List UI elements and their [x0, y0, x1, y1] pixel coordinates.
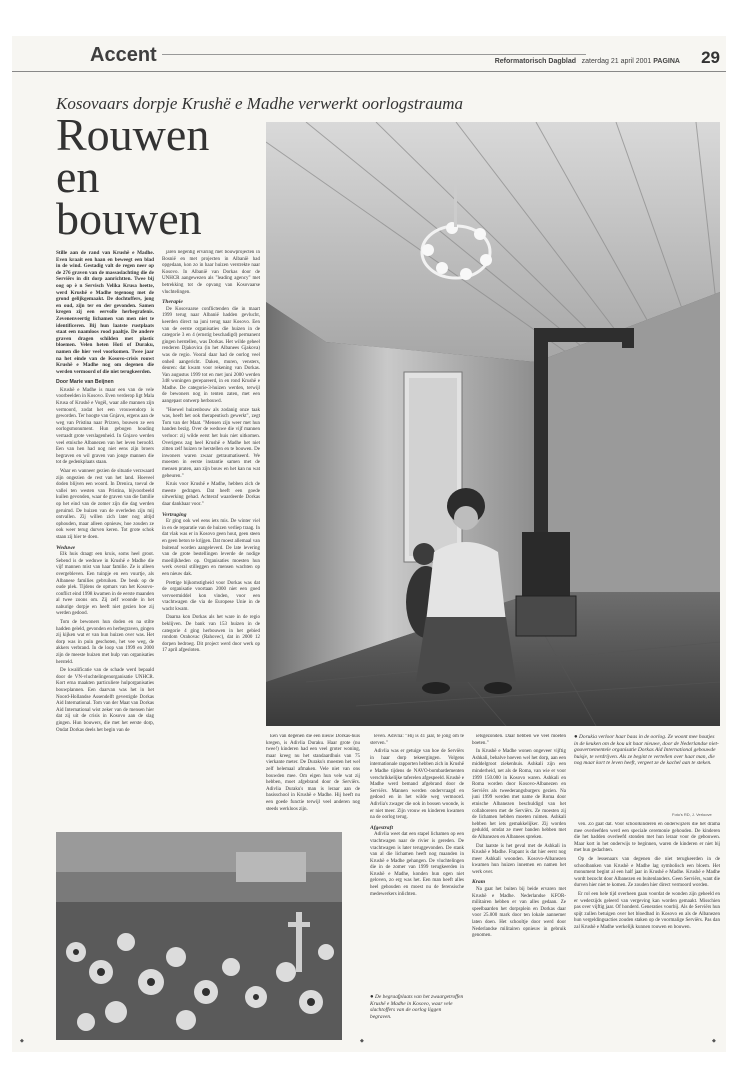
subheading-kram: Kram	[472, 879, 486, 886]
newspaper-name: Reformatorisch Dagblad	[494, 58, 576, 65]
article-kicker: Kosovaars dorpje Krushë e Madhe verwerkt oorlogstrauma	[56, 94, 464, 113]
article-column-2	[162, 250, 260, 820]
headline-line-3: bouwen	[56, 193, 202, 244]
header-rule	[162, 54, 586, 55]
paragraph: Prettige bijkomstigheid voor Dorkas was dat de organisatie voortaan 2000 niet een goed vervoermiddel kon vinden, voor een vrachtwagen die via de Europese Unie in de wacht kwam.	[162, 580, 260, 612]
paragraph: Na gaat het buiten bij beide ervaren met Krushë e Madhe. Nederlandse KFOR-militairen hebben er van alles gedaan. Ze speelbaarden het dorpsplein en Dorkas daar voor 25.000 mark door ten lokale aannemer laten doen. Het schooltje door werd door Nederlandse militairen opnieuw in gebruik genomen.	[472, 887, 566, 939]
section-title: Accent	[90, 44, 157, 66]
issue-date	[582, 58, 680, 65]
headline-line-2: en	[56, 151, 100, 202]
paragraph: Krushë e Madhe is maar een van de vele voorbeelden in Kosovo. Even verderop ligt Mala Krusa of Krushë e Vogël, waar alle mannen zijn vermoord, zodat het een vrouwendorp is geworden. Ter hoogte van Gnjavo, ergens aan de weg van Pristina naar Prizren, bouwen ze een oorlogsmonument. Hun gebogen houding verraadt grote verslagenheid. In Gnjavo werden veel etnische Albanezen van het leven beroofd. Een van hen had nog niet eens zijn broers begraven en wil graven van jonge mannen die tot de gedenkplaats staan.	[56, 387, 154, 466]
headline-line-1: Rouwen	[56, 109, 210, 160]
paragraph: De kwalificatie van de schade werd bepaald door de VN-vluchtelingenorganisatie UNHCR. Kort erna maakten particuliere hulporganisaties bouwplannen. Een daarvan was het in het Noord-Hollandse Assendelft gevestigde Dorkas Aid International. Tom van der Maat van Dorkas Aid International wist zeker van de mensen hier dat zij uit de crisis in Kosovo aan de slag gingen. Hun bouwers, die met het eerste dorp, Ondat Dorkas deels het begin van de	[56, 668, 154, 733]
photo-credit: Foto's RD, J. Verloove	[672, 812, 712, 817]
cemetery-photo-caption	[370, 994, 464, 1020]
cemetery-photo	[56, 832, 342, 1040]
paragraph: ven. Zo gaat dat. Voor schoolkinderen en onderwijzers die het drama mee overleefden werd een speciale ceremonie gehouden. De kinderen die het hadden overleefd stonden met hun leraar voor de gebouwen. Maar kort in het onderwijs te beginnen, waren de kinderen er niet bij met hun gedachten.	[574, 822, 720, 854]
paragraph: Daarna kon Dorkas als het ware in de regio beklijven. De bank van 153 huizen in de categorie 4 ging herbouwen in het gebied rondom Orahovac (Rahovec), dat in 2000 12 dorpen bedroeg. Dit project werd door werk op 17 april afgesloten.	[162, 615, 260, 654]
caption-bullet: ●	[370, 994, 374, 1000]
page-word: PAGINA	[653, 58, 680, 65]
paragraph: ietsgezonden. Daar hebben we veel moeten boeten."	[472, 734, 566, 746]
article-column-6	[574, 822, 720, 1044]
page-header	[12, 36, 726, 72]
subheading-afgestraft: Afgestraft	[370, 824, 393, 831]
caption-text: Dorukia verloor haar baas in de oorlog. Ze woont mee houtjes in de keuken om de kou uit haar nieuwe, door de Nederlandse niet-gouvernementele organisatie Dorkas Aid International gebouwde huisje, te verdrijven. Als ze begint te vertellen over haar man, die nog maar kort te leven heeft, vergeet ze de kachel aan te steken.	[574, 734, 719, 767]
article-column-1	[56, 250, 154, 820]
paragraph: Kruis voor Krushë e Madhe, hebben zich de meeste gedragen. Dat heeft een goede uitwerking gehad. Achteraf waardeerde Dorkas daar dankbaar voor."	[162, 482, 260, 507]
paragraph: Op de lessenaars van degenen die niet terugkeerden in de schoolbanken van Krushë e Madhe lag symbolisch een bloem. Het monument begint al een half jaar in Krushë e Madhe. Krushë e Madhe wordt bezocht door Albanezen en buitenlanders. Geen Serviërs, want die durven hier niet te komen. Ze zouden hier direct vermoord worden.	[574, 856, 720, 889]
paragraph: De Kosovaarse conflictenden die in maart 1999 terug naar Albanië hadden gevlucht, keerden direct na juni terug naar Kosovo. Een van de eerste organisaties die huizen in de categorie 3 en 4 (ernstig beschadigd) permanent gingen herstellen, was Dorkas. Het wilde geheel renderen Djakovica (in het Albanees Gjakova) was de regio. Vooral daar had de oorlog veel onheil aangericht. Daken, muren, vensters, deuren: dat kwam voor rekening van Dorkas. Van augustus 1999 tot en met juni 2000 werden 348 woningen gerepareerd, in en rond Krushë e Madhe. De categorie-3-huizen werden, terwijl de bewoners nog in tenten zaten, met een aangepast ontwerp herbouwd.	[162, 306, 260, 405]
paragraph: jaren negentig ervaring met bouwprojecten in Bosnië en met projecten in Albanië had opgedaan, kon zo in haar huizen verstrekte naar Kosovo. In Albanië van Dorkas door de UNHCR aangewezen als "leading agency" met betrekking tot de opvang van Kosovaarse vluchtelingen.	[162, 250, 260, 295]
article-column-3	[266, 734, 360, 824]
main-photo-caption	[574, 734, 720, 767]
caption-text: De begraafplaats van het zwaargetroffen Krushë e Madhe in Kosovo, waar vele slachtoffers van de oorlog liggen begraven.	[370, 994, 464, 1020]
article-lead: Stille aan de rand van Krushë e Madhe. Even kraait een haan en beweegt een blad in de wind. Gestadig valt de regen neer op de 276 graven van de massaslachting die de Serviërs in dit dorp aanrichtten. Twee bij oog op è n Servisch Velika Krusa heette, werd Krushë e Madhe tegenoog met de grond gelijkgemaakt. De dochtoffers, jong en oud, zijn ter en der gevonden. Samen kregen zij een eervolle herbegrafenis. Zevenenveertig lichamen van men niet te identificeren. Bij hun laatste rustplaats staat een naamloos rood paaltje. De andere graven dragen schilden met plastic bloemen. Velen heten Hoti of Duraku, namen die hier veel voorkomen. Twee jaar na het einde van de Kosovo-crisis rouwt Krushë e Madhe nog om degenen die werden vermoord of die niet terugkeerden.	[56, 250, 154, 375]
page-number: 29	[701, 48, 720, 67]
paragraph: "Hoewel huizenbouw als zodanig onze taak was, heeft het ook therapeutisch gewerkt", zegt Tom van der Maat. "Mensen zijn weer met hun handen bezig. Over de weduwe die vijf mannen verloor: zij wilde eerst het huis niet uitkomen. Overigens zag heel Krushë e Madhe het niet zitten zelf huizen te herstellen en te bouwen. De inwoners waren zwaar getraumatiseerd. We moesten in eerste instantie samen met de mensen praten, aan zijn bouw en het kan nu wat gebeuren."	[162, 407, 260, 479]
subheading-therapie: Therapie	[162, 299, 183, 306]
article-column-5	[472, 734, 566, 1044]
paragraph: Adivlia weet dat een stapel lichamen op een vrachtwagen naar de rivier is gereden. De vrachtwagen is later teruggevonden. De stank van al die lichamen heeft nog maanden in Krushë e Madhe gehangen. De vluchtelingen die in de zomer van 1999 terugkeerden in Krushë e Madhe, konden hun ogen niet geloven, zo erg was het. Een man heeft alles heel gehouden en moest nu de ferensische medewerkers inlichten.	[370, 832, 464, 897]
paragraph: Er ging ook wel eens iets mis. De winter viel in en de reparatie van de huizen verliep traag. In dat vlak was er in Kosovo geen hout, geen steen en geen beton te krijgen. Dat moest allemaal van buitenaf worden aangeleverd. De late levering van de grote bestellingen leverde de nodige moeilijkheden op. Organisaties moesten hun werk overal stilleggen en mensen wachten op een nieuw dak.	[162, 519, 260, 577]
crop-mark: ◆	[20, 1039, 24, 1044]
paragraph: Dat laatste is het geval met de Ashkali in Krushë e Madhe. Frapant is dat hier eerst nog meer Ashkali woonden. Kosovo-Albanezen kwamen hun huizen innemen en namen het werk over.	[472, 843, 566, 875]
main-photo	[266, 122, 720, 726]
paragraph: Elk huis draagt een kruis, soms heel groot. Sebend is de weduwe in Krushë e Madhe die vijf mannen mist van haar familie. Ze is alleen overgebleven. Een tuinpje en een vuurtje, als Albanese families gebruiken. De beuk op de oude plek. Tijdens de opmars van het Kosovo-conflict eind 1998 kwamen in de eerste maanden al twee zoons om. Zij zelf woonde in het naburige dorpje en heeft niet gezien hoe zij werden gedood.	[56, 552, 154, 617]
article-headline	[56, 109, 246, 244]
issue-date-text: zaterdag 21 april 2001	[581, 58, 652, 65]
paragraph: leven. Adivlia: "Hij is 41 jaar, te jong om te sterven."	[370, 734, 464, 746]
paragraph: Er rol een hele tijd overheen gaan voordat de wonden zijn geheeld en er wederzijds geleerd van vergeving kan worden gemaakt. Misschien pas over vijftig jaar. Of honderd. Generaties voorbij. Als de Serviërs hun spijt zullen betuigen over het bloedbad in Kosovo en als de Albanezen hun vergeldingsacties zouden staken op de voormalige Serviërs. Pas dan zal Krushë e Madhe werkelijk kunnen rouwen en bouwen.	[574, 891, 720, 930]
paragraph: In Krushë e Madhe wonen ongeveer vijftig Ashkali, behalve hoeven wel het dorp, aan een middelgroot ziekenhuis. Ashkali zijn een minderheid, net als de Roma, van wie er voor 1999 150.000 in Kosovo waren. Ashkali en Roma worden door Kosovo-Albanezen en Serviërs als tweederangsburgers gezien. Na juni 1999 werden met name de Roma door etnische Albanezen beschuldigd van het collaboreren met de Serviërs. Ze moesten zij de lichamen hebben moeten ruimen. Ashkali hebben het iets gemakkelijker. Zij worden geduldd, omdat ze meer banden hebben met de Albanezen en Albanees spreken.	[472, 749, 566, 840]
crop-mark: ◆	[712, 1039, 716, 1044]
subheading-vertraging: Vertraging	[162, 511, 187, 518]
article-byline: Door Marie van Beijnen	[56, 379, 114, 386]
crop-mark: ◆	[360, 1039, 364, 1044]
paragraph: Tom de bewoners hun doden en na stilte hadden geleld, gevonden en herbegraven, gingen zij kijken wat er van hun huizen over was. Het dorp was in puin geschoten, het vee weg, de akkers verbrand. In de loop van 1999 en 2000 zijn de meeste huizen met hulp van organisaties hersteld.	[56, 620, 154, 665]
caption-bullet: ●	[574, 734, 578, 740]
paragraph: Een van degenen die een nieuw Dorkas-huis kregen, is Adivlia Duraku. Haar grote (nu twee!) kinderen had een veel groter woning, maar kreeg nu het standaardhuis van 75 vierkante meter. De Duraku's moesten het wel zelf helemaal afmaken. Vele niet van ons bouwden mee. Om eigen hun vele wat zij hebben, moet afgebrand door de Serviërs. Adivlia Duraku's man is leraar aan de basisschool in Krushë e Madhe. Hij heeft nu een goede functie terwijl veel anderen nog steeds werkloos zijn.	[266, 734, 360, 812]
paragraph: Waar en wanneer gezien de situatie verzwaard zijn ongezien de rest van het land. Hoeveel doden blijven een woord. In Drenica, toeval de vallei ten westen van Pristina, bijvoorbeeld kuilen gevonden, waar de graven van die familie op het eind van de zomer zijn die dag werden geruimd. De huizen van de overleden zijn mij ontvallen. Zij willen zich later nog altijd ophouden, maar alleen opnieuw, hoe zouden ze ook weer terug durven keren. Tot grote schok staan zij hier te doen.	[56, 469, 154, 540]
newspaper-page	[12, 36, 726, 1052]
paragraph: Adivlia was er getuige van hoe de Serviërs in haar dorp tekeergingen. Volgens internationale rapporten hebben zich in Krushë e Madhe tijdens de NAVO-bombardementen verschrikkelijke taferelen afgespeeld. Krushë e Madhe werd bemand afgebrand door de Serviërs. Mannen werden ondervraagd en gedood en in het wilde weg vermoord. Adivlia's zwager die ook in bossen woonde, is er niet meer. Zijn vrouw en kinderen kwamen na de oorlog terug.	[370, 749, 464, 821]
subheading-weduwe: Weduwe	[56, 544, 76, 551]
